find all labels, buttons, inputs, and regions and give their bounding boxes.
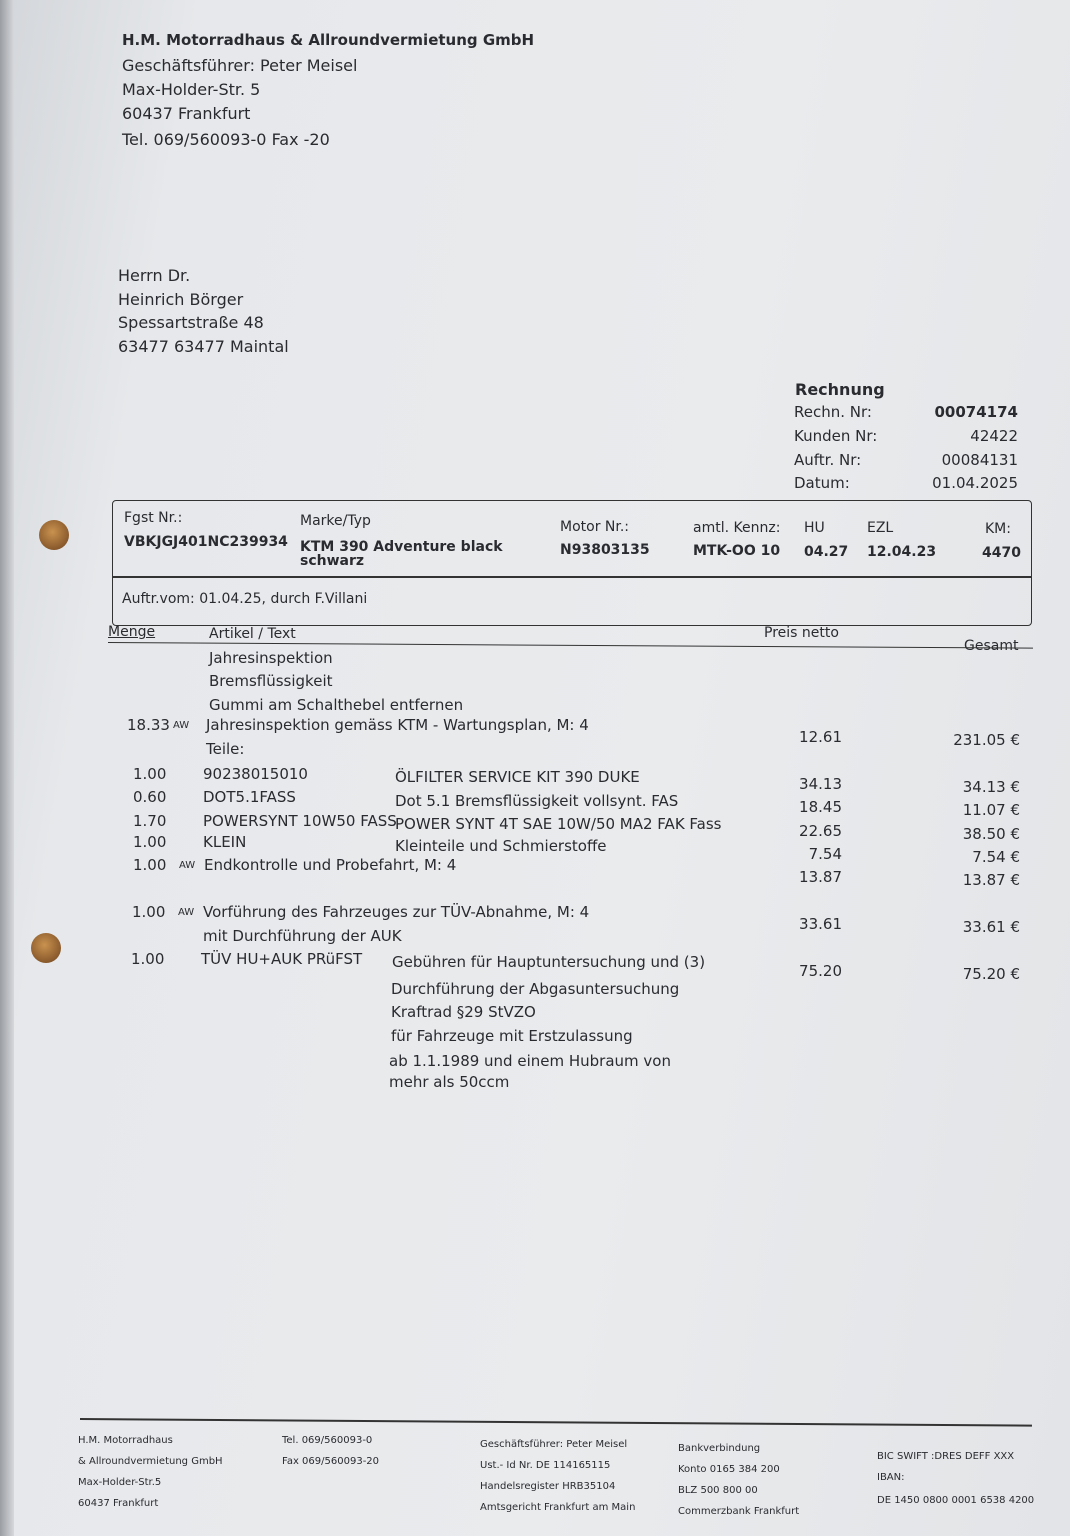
kennz-label: amtl. Kennz: <box>693 520 781 536</box>
item-qty: 1.00 <box>133 833 167 851</box>
footer-col2-line: Fax 069/560093-20 <box>282 1456 380 1467</box>
item-qty: 1.00 <box>132 903 166 921</box>
item-qty: 0.60 <box>133 788 167 806</box>
footer-col4-line: Konto 0165 384 200 <box>678 1464 780 1475</box>
meta-label: Auftr. Nr: <box>794 451 862 469</box>
invoice-title: Rechnung <box>795 380 885 399</box>
km-label: KM: <box>985 521 1011 537</box>
item-qty: 1.00 <box>133 765 167 783</box>
sender-city: 60437 Frankfurt <box>122 104 251 123</box>
item-qty: 1.00 <box>131 950 165 968</box>
item-text: Jahresinspektion gemäss KTM - Wartungsplan, M: 4 <box>206 716 589 734</box>
col-gesamt: Gesamt <box>964 638 1019 654</box>
item-desc: Kleinteile und Schmierstoffe <box>395 837 607 855</box>
item-total: 75.20 € <box>962 965 1020 983</box>
item-total: 38.50 € <box>962 825 1020 843</box>
item-unit: AW <box>178 907 195 918</box>
item-total: 11.07 € <box>962 801 1020 819</box>
footer-col3-line: Geschäftsführer: Peter Meisel <box>480 1439 628 1450</box>
marke-value-2: schwarz <box>300 553 365 569</box>
item-text: Endkontrolle und Probefahrt, M: 4 <box>204 856 457 874</box>
footer-col3-line: Handelsregister HRB35104 <box>480 1481 616 1492</box>
item-price: 33.61 <box>799 915 842 933</box>
item-price: 13.87 <box>799 868 842 886</box>
item-text: 90238015010 <box>203 765 308 783</box>
hu-label: HU <box>804 520 825 536</box>
footer-col3-line: Ust.- Id Nr. DE 114165115 <box>480 1460 611 1471</box>
item-text: DOT5.1FASS <box>203 788 296 806</box>
ezl-value: 12.04.23 <box>867 544 937 560</box>
intro-line: Jahresinspektion <box>209 649 333 667</box>
item-unit: AW <box>179 860 196 871</box>
item-price: 7.54 <box>808 845 842 863</box>
tuv-desc-line: Kraftrad §29 StVZO <box>391 1003 536 1021</box>
item-price: 22.65 <box>799 822 842 840</box>
meta-value: 42422 <box>970 427 1018 445</box>
sender-name: H.M. Motorradhaus & Allroundvermietung GmbH <box>122 31 535 49</box>
item-qty: 18.33 <box>127 716 170 734</box>
col-preis: Preis netto <box>764 625 839 641</box>
item-desc: Dot 5.1 Bremsflüssigkeit vollsynt. FAS <box>395 792 679 810</box>
fgst-value: VBKJGJ401NC239934 <box>124 534 288 550</box>
item-text: Vorführung des Fahrzeuges zur TÜV-Abnahme, M: 4 <box>203 903 590 921</box>
meta-value: 01.04.2025 <box>932 474 1018 492</box>
item-desc: Gebühren für Hauptuntersuchung und (3) <box>392 953 706 971</box>
item-unit: AW <box>173 720 190 731</box>
punch-hole <box>31 933 61 963</box>
item-text: Teile: <box>206 740 245 758</box>
meta-label: Rechn. Nr: <box>794 403 872 421</box>
km-value: 4470 <box>982 545 1021 561</box>
item-text: TÜV HU+AUK PRüFST <box>201 950 363 968</box>
ezl-label: EZL <box>867 520 894 536</box>
footer-col4-line: Commerzbank Frankfurt <box>678 1506 800 1517</box>
footer-col5-line: IBAN: <box>877 1472 905 1483</box>
item-price: 12.61 <box>799 728 842 746</box>
footer-col2-line: Tel. 069/560093-0 <box>282 1435 373 1446</box>
item-total: 7.54 € <box>972 848 1020 866</box>
footer-col5-line: BIC SWIFT :DRES DEFF XXX <box>877 1451 1015 1462</box>
footer-col1-line: & Allroundvermietung GmbH <box>78 1456 223 1467</box>
item-desc: POWER SYNT 4T SAE 10W/50 MA2 FAK Fass <box>395 815 722 833</box>
item-desc: ÖLFILTER SERVICE KIT 390 DUKE <box>395 768 640 786</box>
sender-phone: Tel. 069/560093-0 Fax -20 <box>122 130 330 149</box>
item-total: 13.87 € <box>962 871 1020 889</box>
punch-hole <box>39 520 69 550</box>
item-total: 231.05 € <box>953 731 1020 749</box>
footer-col1-line: Max-Holder-Str.5 <box>78 1477 162 1488</box>
item-price: 34.13 <box>799 775 842 793</box>
col-menge: Menge <box>108 624 156 640</box>
sender-street: Max-Holder-Str. 5 <box>122 80 261 99</box>
footer-col3-line: Amtsgericht Frankfurt am Main <box>480 1502 636 1513</box>
motor-label: Motor Nr.: <box>560 519 630 535</box>
intro-line: Bremsflüssigkeit <box>209 672 333 690</box>
recipient-salutation: Herrn Dr. <box>118 266 191 285</box>
item-desc: mit Durchführung der AUK <box>203 927 402 945</box>
item-total: 34.13 € <box>962 778 1020 796</box>
marke-value: KTM 390 Adventure black <box>300 539 503 555</box>
col-artikel: Artikel / Text <box>209 626 296 642</box>
motor-value: N93803135 <box>560 542 650 558</box>
item-qty: 1.00 <box>133 856 167 874</box>
footer-col4-line: BLZ 500 800 00 <box>678 1485 758 1496</box>
item-price: 75.20 <box>799 962 842 980</box>
item-qty: 1.70 <box>133 812 167 830</box>
marke-label: Marke/Typ <box>300 513 371 529</box>
meta-value: 00074174 <box>934 403 1018 421</box>
intro-line: Gummi am Schalthebel entfernen <box>209 696 464 714</box>
hu-value: 04.27 <box>804 544 849 560</box>
meta-value: 00084131 <box>941 451 1018 469</box>
recipient-street: Spessartstraße 48 <box>118 313 264 332</box>
tuv-desc-line: für Fahrzeuge mit Erstzulassung <box>391 1027 633 1045</box>
page-edge <box>0 0 14 1536</box>
meta-label: Kunden Nr: <box>794 427 878 445</box>
item-price: 18.45 <box>799 798 842 816</box>
footer-col1-line: 60437 Frankfurt <box>78 1498 159 1509</box>
item-text: KLEIN <box>203 833 247 851</box>
order-info: Auftr.vom: 01.04.25, durch F.Villani <box>122 591 368 607</box>
recipient-name: Heinrich Börger <box>118 290 244 309</box>
footer-col4-line: Bankverbindung <box>678 1443 761 1454</box>
item-text: POWERSYNT 10W50 FASS <box>203 812 397 830</box>
divider <box>113 576 1031 578</box>
kennz-value: MTK-OO 10 <box>693 543 781 559</box>
sender-manager: Geschäftsführer: Peter Meisel <box>122 56 358 75</box>
item-total: 33.61 € <box>962 918 1020 936</box>
footer-col1-line: H.M. Motorradhaus <box>78 1435 173 1446</box>
footer-col5-line: DE 1450 0800 0001 6538 4200 <box>877 1495 1035 1506</box>
fgst-label: Fgst Nr.: <box>124 510 183 526</box>
tuv-desc-line: ab 1.1.1989 und einem Hubraum von <box>389 1052 671 1070</box>
meta-label: Datum: <box>794 474 850 492</box>
tuv-desc-line: mehr als 50ccm <box>389 1073 510 1091</box>
tuv-desc-line: Durchführung der Abgasuntersuchung <box>391 980 680 998</box>
recipient-city: 63477 63477 Maintal <box>118 337 289 356</box>
